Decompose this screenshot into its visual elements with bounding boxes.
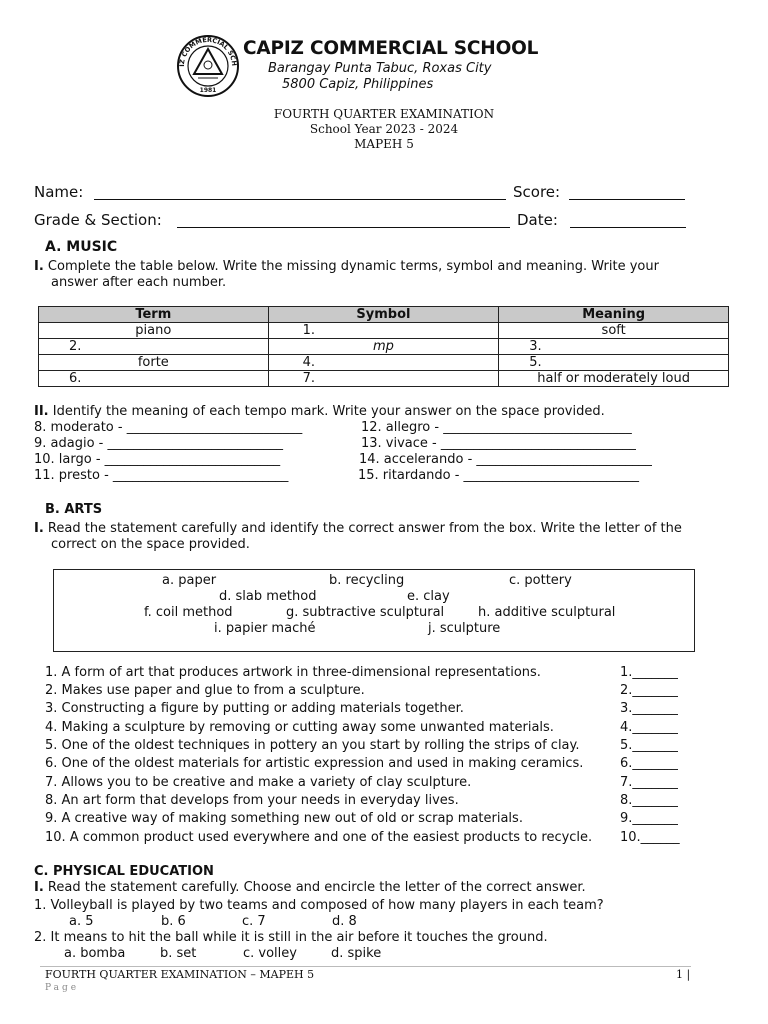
pe-question-2: 2. It means to hit the ball while it is still in the air before it touches the ground. (34, 930, 548, 945)
table-row: 6. 7. half or moderately loud (39, 371, 729, 387)
arts-instructions-cont: correct on the space provided. (51, 537, 250, 552)
choice-f: f. coil method (144, 605, 233, 620)
page-number: 1 | (676, 968, 691, 981)
exam-title: FOURTH QUARTER EXAMINATION (273, 107, 495, 121)
footer-divider (40, 966, 691, 967)
arts-question: 5. One of the oldest techniques in pottery an you start by rolling the strips of clay. (45, 738, 580, 753)
arts-section-title: B. ARTS (45, 502, 103, 517)
part-number: I. (34, 521, 44, 536)
part-number: II. (34, 404, 49, 419)
page-label: Page (45, 983, 80, 993)
pe-choice[interactable]: b. set (160, 946, 197, 961)
tempo-item: 14. accelerando - ___________________________ (359, 452, 652, 467)
pe-choice[interactable]: d. spike (331, 946, 382, 961)
table-row: piano 1. soft (39, 323, 729, 339)
answer-blank[interactable]: 4._______ (620, 720, 678, 735)
pe-choice[interactable]: a. bomba (64, 946, 126, 961)
tempo-item: 9. adagio - ___________________________ (34, 436, 283, 451)
table-header-term: Term (39, 307, 269, 323)
grade-section-field[interactable] (177, 227, 510, 228)
arts-question: 3. Constructing a figure by putting or adding materials together. (45, 701, 464, 716)
choice-b: b. recycling (329, 573, 405, 588)
music-part1-instructions-cont: answer after each number. (51, 275, 227, 290)
name-field[interactable] (94, 199, 506, 200)
pe-instructions: I. Read the statement carefully. Choose and encircle the letter of the correct answer. (34, 880, 586, 895)
date-field[interactable] (570, 227, 686, 228)
seal-year: 1981 (199, 87, 217, 94)
date-label: Date: (517, 211, 558, 229)
table-header-symbol: Symbol (268, 307, 499, 323)
tempo-item: 10. largo - ___________________________ (34, 452, 281, 467)
answer-blank[interactable]: 5._______ (620, 738, 678, 753)
tempo-item: 11. presto - ___________________________ (34, 468, 289, 483)
grade-section-label: Grade & Section: (34, 211, 162, 229)
music-part2-instructions: II. Identify the meaning of each tempo mark. Write your answer on the space provided. (34, 404, 605, 419)
tempo-item: 15. ritardando - ___________________________ (358, 468, 640, 483)
answer-blank[interactable]: 3._______ (620, 701, 678, 716)
answer-blank[interactable]: 1._______ (620, 665, 678, 680)
answer-blank[interactable]: 7._______ (620, 775, 678, 790)
dynamics-table (38, 306, 729, 387)
choice-e: e. clay (407, 589, 450, 604)
choice-a: a. paper (162, 573, 217, 588)
name-label: Name: (34, 183, 84, 201)
part-number: I. (34, 880, 44, 895)
pe-choice[interactable]: b. 6 (161, 914, 186, 929)
choice-j: j. sculpture (428, 621, 501, 636)
arts-question: 1. A form of art that produces artwork in three-dimensional representations. (45, 665, 541, 680)
arts-instructions: I. Read the statement carefully and identify the correct answer from the box. Write the letter of the (34, 521, 682, 536)
choice-d: d. slab method (219, 589, 317, 604)
tempo-item: 13. vivace - ______________________________ (361, 436, 636, 451)
pe-choice[interactable]: d. 8 (332, 914, 357, 929)
table-header-meaning: Meaning (499, 307, 729, 323)
answer-blank[interactable]: 9._______ (620, 811, 678, 826)
pe-choice[interactable]: c. 7 (242, 914, 266, 929)
choice-i: i. papier maché (214, 621, 316, 636)
school-name: CAPIZ COMMERCIAL SCHOOL (243, 38, 539, 59)
pe-question-1: 1. Volleyball is played by two teams and composed of how many players in each team? (34, 898, 604, 913)
music-part1-instructions: I. Complete the table below. Write the missing dynamic terms, symbol and meaning. Write your (34, 259, 659, 274)
arts-question: 6. One of the oldest materials for artistic expression and used in making ceramics. (45, 756, 584, 771)
arts-question: 7. Allows you to be creative and make a variety of clay sculpture. (45, 775, 472, 790)
pe-choice[interactable]: c. volley (243, 946, 297, 961)
answer-blank[interactable]: 6._______ (620, 756, 678, 771)
school-year: School Year 2023 - 2024 (309, 122, 459, 136)
choice-g: g. subtractive sculptural (286, 605, 445, 620)
arts-question: 10. A common product used everywhere and one of the easiest products to recycle. (45, 830, 593, 845)
part-number: I. (34, 259, 44, 274)
table-row: 2. mp 3. (39, 339, 729, 355)
subject-title: MAPEH 5 (354, 137, 414, 151)
score-label: Score: (513, 183, 561, 201)
school-seal-icon (176, 34, 240, 98)
pe-choice[interactable]: a. 5 (69, 914, 94, 929)
arts-question: 2. Makes use paper and glue to from a sculpture. (45, 683, 365, 698)
score-field[interactable] (569, 199, 685, 200)
school-address-line1: Barangay Punta Tabuc, Roxas City (268, 61, 492, 76)
footer-title: FOURTH QUARTER EXAMINATION – MAPEH 5 (45, 968, 315, 981)
choice-h: h. additive sculptural (478, 605, 616, 620)
tempo-item: 12. allegro - _____________________________ (361, 420, 632, 435)
answer-blank[interactable]: 10.______ (620, 830, 680, 845)
pe-section-title: C. PHYSICAL EDUCATION (34, 864, 214, 879)
choice-c: c. pottery (509, 573, 572, 588)
seal-text: IZ COMMERCIAL SCH (177, 35, 239, 67)
arts-question: 8. An art form that develops from your needs in everyday lives. (45, 793, 459, 808)
arts-question: 4. Making a sculpture by removing or cutting away some unwanted materials. (45, 720, 554, 735)
tempo-item: 8. moderato - ___________________________ (34, 420, 303, 435)
arts-question: 9. A creative way of making something new out of old or scrap materials. (45, 811, 523, 826)
school-address-line2: 5800 Capiz, Philippines (282, 77, 434, 92)
table-row: forte 4. 5. (39, 355, 729, 371)
answer-blank[interactable]: 2._______ (620, 683, 678, 698)
music-section-title: A. MUSIC (45, 239, 118, 255)
answer-blank[interactable]: 8._______ (620, 793, 678, 808)
